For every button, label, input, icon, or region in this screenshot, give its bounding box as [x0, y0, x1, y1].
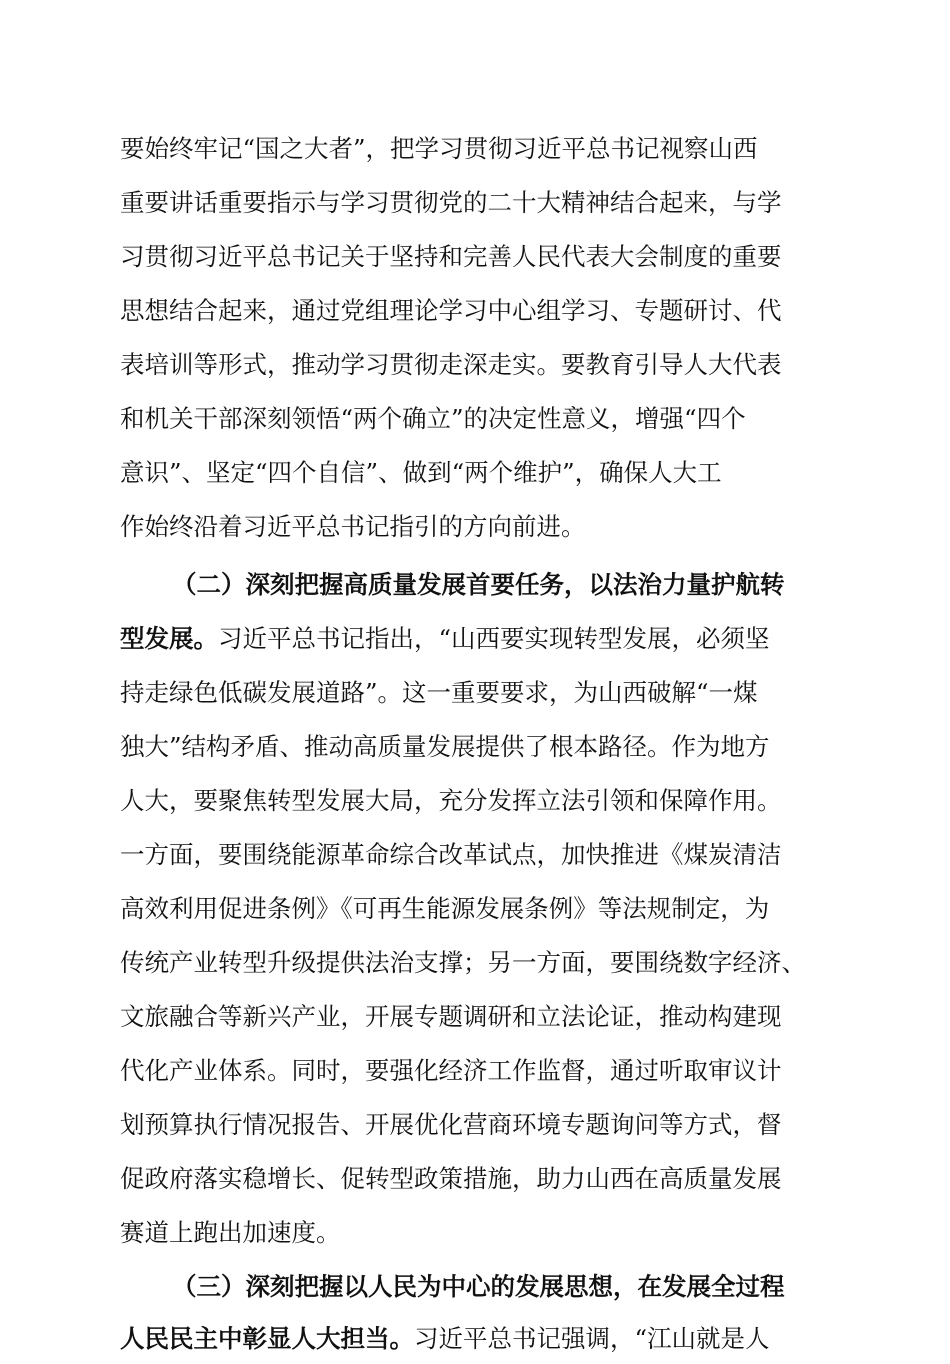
paragraph-1-line: 要始终牢记“国之大者”，把学习贯彻习近平总书记视察山西	[120, 134, 758, 163]
paragraph-1-line: 和机关干部深刻领悟“两个确立”的决定性意义，增强“四个	[120, 404, 746, 433]
paragraph-2-line: 独大”结构矛盾、推动高质量发展提供了根本路径。作为地方	[120, 732, 770, 761]
paragraph-2-line: 持走绿色低碳发展道路”。这一重要要求，为山西破解“一煤	[120, 678, 758, 707]
paragraph-2-line: 赛道上跑出加速度。	[120, 1218, 341, 1247]
section-heading-end: 人民民主中彰显人大担当。	[120, 1324, 414, 1353]
paragraph-1-line: 表培训等形式，推动学习贯彻走深走实。要教育引导人大代表	[120, 350, 782, 379]
paragraph-2-text: 习近平总书记指出，“山西要实现转型发展，必须坚	[218, 624, 770, 653]
paragraph-1-line: 意识”、坚定“四个自信”、做到“两个维护”，确保人大工	[120, 458, 722, 487]
paragraph-3-line	[120, 1314, 770, 1364]
paragraph-1-line: 重要讲话重要指示与学习贯彻党的二十大精神结合起来，与学	[120, 188, 782, 217]
paragraph-1-line: 作始终沿着习近平总书记指引的方向前进。	[120, 512, 586, 541]
paragraph-2-line: 划预算执行情况报告、开展优化营商环境专题询问等方式，督	[120, 1110, 782, 1139]
section-heading-end: 型发展。	[120, 624, 218, 653]
paragraph-2-line: 促政府落实稳增长、促转型政策措施，助力山西在高质量发展	[120, 1164, 782, 1193]
paragraph-2-line: 高效利用促进条例》《可再生能源发展条例》等法规制定，为	[120, 894, 770, 923]
paragraph-1-line: 思想结合起来，通过党组理论学习中心组学习、专题研讨、代	[120, 296, 782, 325]
paragraph-2-line: 一方面，要围绕能源革命综合改革试点，加快推进《煤炭清洁	[120, 840, 782, 869]
paragraph-2-line: 传统产业转型升级提供法治支撑；另一方面，要围绕数字经济、	[120, 948, 806, 977]
paragraph-2-line	[120, 614, 770, 664]
paragraph-3-text: 习近平总书记强调，“江山就是人	[414, 1324, 770, 1353]
section-heading: （三）深刻把握以人民为中心的发展思想，在发展全过程	[172, 1272, 785, 1301]
paragraph-2-line: 人大，要聚焦转型发展大局，充分发挥立法引领和保障作用。	[120, 786, 782, 815]
paragraph-2-line: 代化产业体系。同时，要强化经济工作监督，通过听取审议计	[120, 1056, 782, 1085]
paragraph-2-line: 文旅融合等新兴产业，开展专题调研和立法论证，推动构建现	[120, 1002, 782, 1031]
section-heading: （二）深刻把握高质量发展首要任务，以法治力量护航转	[172, 570, 785, 599]
paragraph-1-line: 习贯彻习近平总书记关于坚持和完善人民代表大会制度的重要	[120, 242, 782, 271]
